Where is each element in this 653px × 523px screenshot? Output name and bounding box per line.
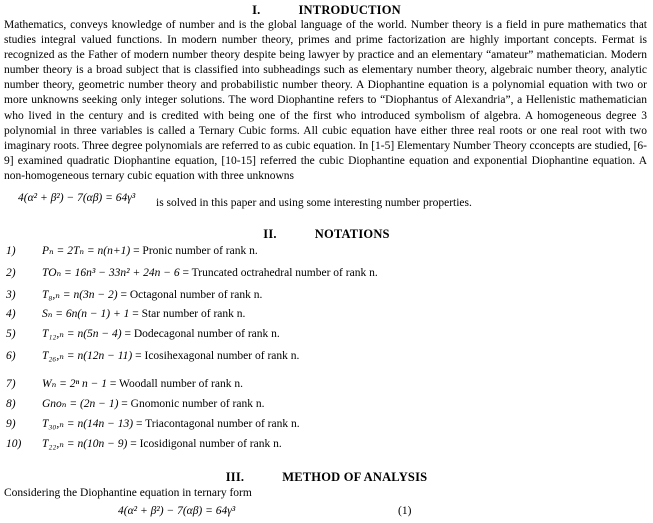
notation-item <box>6 306 245 322</box>
introduction-paragraph <box>4 18 647 184</box>
notation-description: = Pronic number of rank n. <box>130 245 258 257</box>
equation-1: 4(α² + β²) − 7(αβ) = 64γ³ <box>118 505 236 517</box>
method-intro-text: Considering the Diophantine equation in ternary form <box>4 487 252 499</box>
section-title: INTRODUCTION <box>298 3 401 17</box>
notation-formula: T₃₀,ₙ = n(14n − 13) <box>42 418 134 430</box>
notation-formula: Wₙ = 2ⁿ n − 1 <box>42 378 108 390</box>
notation-formula: T₈,ₙ = n(3n − 2) <box>42 289 118 301</box>
notation-formula: TOₙ = 16n³ − 33n² + 24n − 6 <box>42 267 180 279</box>
inline-equation: 4(α² + β²) − 7(αβ) = 64γ³ <box>18 192 136 204</box>
section-heading-notations <box>0 227 653 242</box>
notation-formula: Gnoₙ = (2n − 1) <box>42 398 119 410</box>
notation-item <box>6 265 378 281</box>
notation-index: 5) <box>6 328 16 340</box>
notation-formula: T₂₂,ₙ = n(10n − 9) <box>42 438 128 450</box>
notation-index: 1) <box>6 245 16 257</box>
notation-description: = Triacontagonal number of rank n. <box>133 418 300 430</box>
introduction-tail-text: is solved in this paper and using some interesting number properties. <box>156 197 472 209</box>
notation-description: = Woodall number of rank n. <box>107 378 243 390</box>
notation-index: 2) <box>6 267 16 279</box>
notation-item <box>6 396 264 412</box>
equation-label: (1) <box>398 505 412 517</box>
notation-description: = Dodecagonal number of rank n. <box>121 328 280 340</box>
notation-index: 7) <box>6 378 16 390</box>
notation-item <box>6 348 299 364</box>
notation-index: 4) <box>6 308 16 320</box>
notation-index: 10) <box>6 438 22 450</box>
notation-formula: Sₙ = 6n(n − 1) + 1 <box>42 308 130 320</box>
notation-description: = Truncated octrahedral number of rank n. <box>179 267 378 279</box>
notation-index: 3) <box>6 289 16 301</box>
notation-index: 6) <box>6 350 16 362</box>
section-title: METHOD OF ANALYSIS <box>282 470 428 484</box>
introduction-text: Mathematics, conveys knowledge of number and is the global language of the world. Number theory is a field in pure mathematics that studies integral valued functions. In modern number theory, primes and prime factorization are highly important concepts. Fermat is recognized as the Father of modern number theory despite being lawyer by practice and an elementary “amateur” mathematician. Modern number theory is a broad subject that is classified into subheadings such as elementary number theory, algebraic number theory, analytic number theory, geometric number theory and probabilistic number theory. A Diophantine equation is a polynomial equation with two or more unknowns seeking only integer solutions. The word Diophantine refers to “Diophantus of Alexandria”, a Hellenistic mathematician who lived in the century and is credited with being one of the first who introduced symbolism of algebra. A homogeneous degree 3 polynomial in three variables is called a Ternary Cubic forms. All cubic equation have either three real roots or one real root with two imaginary roots. Three degree polynomials are referred to as cubic equation. In [1-5] Elementary Number Theory cconcepts are studied, [6-9] examined quadratic Diophantine equation, [10-15] referred the cubic Diophantine equation and exponential Diophantine equation. A non-homogeneous ternary cubic equation with three unknowns <box>4 19 647 182</box>
notation-formula: T₂₆,ₙ = n(12n − 11) <box>42 350 133 362</box>
notation-index: 8) <box>6 398 16 410</box>
notation-item <box>6 416 300 432</box>
notation-description: = Octagonal number of rank n. <box>117 289 263 301</box>
notation-description: = Icosidigonal number of rank n. <box>127 438 282 450</box>
notation-item <box>6 243 258 259</box>
notation-description: = Icosihexagonal number of rank n. <box>132 350 300 362</box>
section-number: I. <box>252 3 261 17</box>
notation-formula: Pₙ = 2Tₙ = n(n+1) <box>42 245 131 257</box>
section-heading-introduction <box>0 3 653 18</box>
section-number: III. <box>225 470 245 484</box>
notation-description: = Star number of rank n. <box>129 308 246 320</box>
notation-item <box>6 376 243 392</box>
notation-item <box>6 326 280 342</box>
notation-description: = Gnomonic number of rank n. <box>118 398 265 410</box>
section-number: II. <box>263 227 277 241</box>
notation-item <box>6 287 262 303</box>
notation-formula: T₁₂,ₙ = n(5n − 4) <box>42 328 122 340</box>
notation-index: 9) <box>6 418 16 430</box>
section-title: NOTATIONS <box>314 227 390 241</box>
notation-item <box>6 436 282 452</box>
section-heading-method <box>0 470 653 485</box>
